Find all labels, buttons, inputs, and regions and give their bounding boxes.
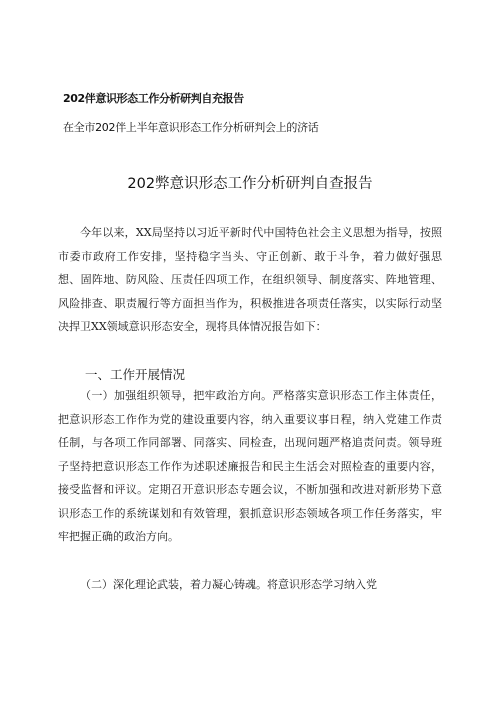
document-title: 202弊意识形态工作分析研判自查报告 bbox=[127, 176, 373, 192]
paragraph-1 bbox=[58, 384, 442, 549]
paragraph-2 bbox=[58, 573, 442, 597]
header-line-2: 在全市202伴上半年意识形态工作分析研判会上的济话 bbox=[63, 121, 319, 134]
header-line-1: 202伴意识形态工作分析研判自充报告 bbox=[63, 92, 244, 105]
paragraph-1-text: （一）加强组织领导，把牢政治方向。严格落实意识形态工作主体责任，把意识形态工作作为党的建设重要内容，纳入重要议事日程，纳入党建工作责任制，与各项工作同部署、同落实、同检查，出现问题严格追责问责。领导班子坚持把意识形态工作作为述职述廉报告和民主生活会对照检查的重要内容，接受监督和评议。定期召开意识形态专题会议，不断加强和改进对新形势下意识形态工作的系统谋划和有效管理，狠抓意识形态领域各项工作任务落实，牢牢把握正确的政治方向。 bbox=[58, 389, 442, 543]
section-heading-1: 一、工作开展情况 bbox=[85, 367, 186, 382]
intro-text: 今年以来，XX局坚持以习近平新时代中国特色社会主义思想为指导，按照市委市政府工作安排，坚持稳字当头、守正创新、敢于斗争，着力做好强思想、固阵地、防风险、压责任四项工作，在组织领导、制度落实、阵地管理、风险排查、职责履行等方面担当作为，积极推进各项责任落实，以实际行动坚决捍卫XX领域意识形态安全，现将具体情况报告如下： bbox=[58, 226, 442, 333]
intro-paragraph bbox=[58, 221, 442, 339]
paragraph-2-text: （二）深化理论武装，着力凝心铸魂。将意识形态学习纳入党 bbox=[80, 578, 377, 591]
